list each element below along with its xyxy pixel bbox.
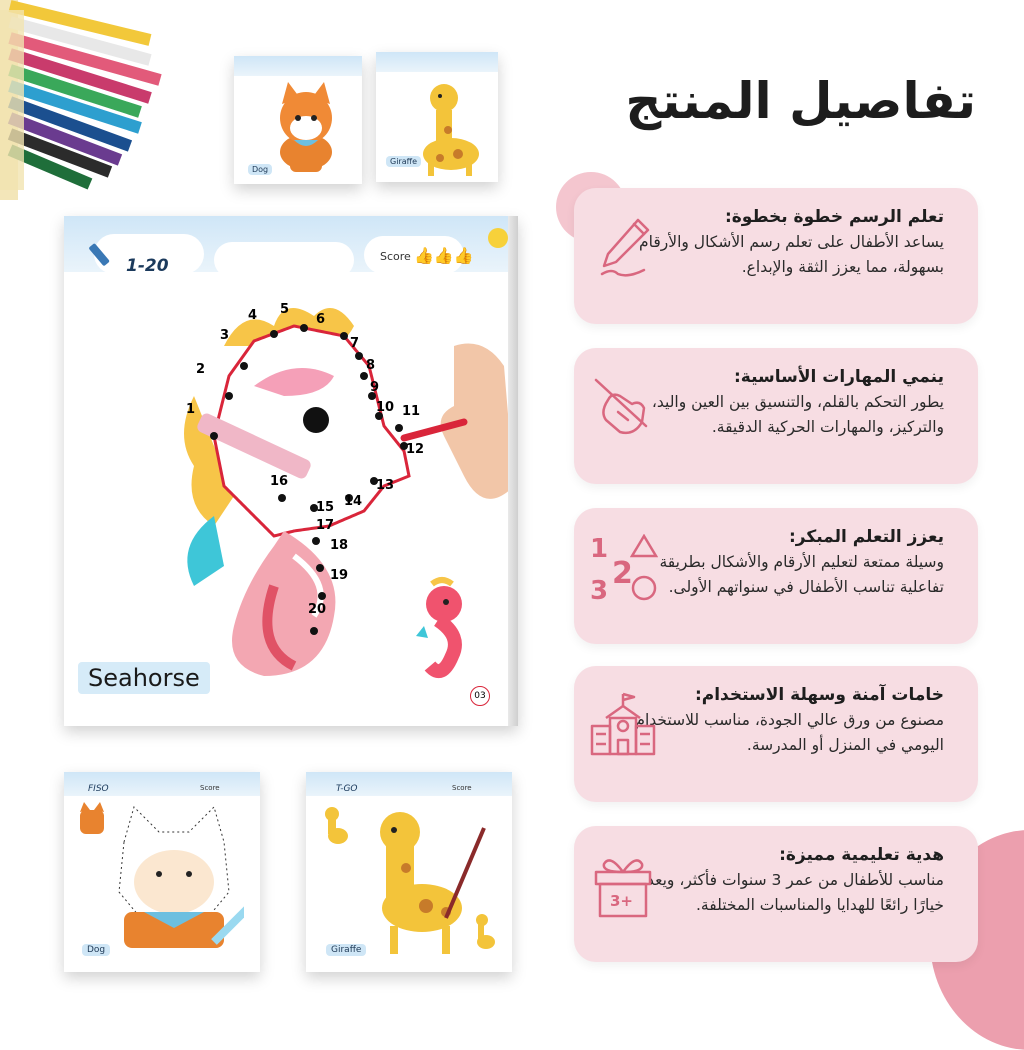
seahorse-reference-image: [412, 576, 482, 686]
animal-name-label: Seahorse: [78, 662, 210, 694]
crayon-icon: [86, 230, 122, 266]
dog-illustration: [254, 74, 354, 174]
feature-description: يساعد الأطفال على تعلم رسم الأشكال والأرقام بسهولة، مما يعزز الثقة والإبداع.: [639, 233, 944, 276]
thumbnail-label: Giraffe: [386, 156, 421, 167]
dog-reference-image: [76, 802, 108, 838]
dot-range-label: FISO: [88, 784, 109, 794]
triangle-circle-shapes: [630, 534, 658, 602]
feature-title: يعزز التعلم المبكر:: [788, 527, 944, 547]
thumbnail-dog-top: [234, 56, 362, 184]
hand-holding-pencil-image: [394, 326, 518, 526]
dot-range-label: T-GO: [336, 784, 358, 794]
feature-description: وسيلة ممتعة لتعليم الأرقام والأشكال بطريقة تفاعلية تناسب الأطفال في سنواتهم الأولى.: [659, 553, 944, 596]
numbers-shapes-icon: [588, 532, 658, 606]
dot-number: 7: [350, 336, 360, 351]
dot-number: 3: [220, 328, 230, 343]
dot-number: 15: [316, 500, 335, 515]
dot-range-label: 1-20: [126, 256, 169, 276]
main-book-page: [64, 216, 518, 726]
giraffe-small-image: [472, 912, 498, 956]
age-label: 3+: [610, 892, 634, 910]
dot-number: 13: [376, 478, 395, 493]
feature-description: مناسب للأطفال من عمر 3 سنوات فأكثر، ويعد خيارًا رائعًا للهدايا والمناسبات المختلفة.: [646, 871, 944, 914]
book-edge: [508, 216, 518, 726]
dot-number: 4: [248, 308, 258, 323]
dot-number: 20: [308, 602, 327, 617]
dot-number: 8: [366, 358, 376, 373]
page-number: 03: [470, 686, 490, 706]
feature-description: يطور التحكم بالقلم، والتنسيق بين العين واليد، والتركيز، والمهارات الحركية الدقيقة.: [651, 393, 944, 436]
thumbnail-giraffe-top: [376, 52, 498, 182]
dog-dot-drawing: [104, 802, 244, 952]
dot-number: 16: [270, 474, 289, 489]
feature-title: ينمي المهارات الأساسية:: [733, 367, 944, 387]
hand-pencil-icon: [588, 372, 658, 442]
feature-title: هدية تعليمية مميزة:: [779, 845, 944, 865]
dot-number: 2: [196, 362, 206, 377]
feature-title: تعلم الرسم خطوة بخطوة:: [724, 207, 944, 227]
dot-number: 12: [406, 442, 425, 457]
dot-number: 5: [280, 302, 290, 317]
score-label: Score: [452, 784, 472, 792]
giraffe-reference-image: [320, 804, 350, 848]
thumbnail-giraffe-bottom: [306, 772, 512, 972]
dot-number: 18: [330, 538, 349, 553]
number-three: 3: [590, 576, 609, 606]
thumbs-up-icon: 👍👍👍: [414, 246, 474, 265]
dot-number: 10: [376, 400, 395, 415]
feature-card-skills: [574, 348, 978, 484]
score-label: Score: [200, 784, 220, 792]
number-two: 2: [612, 556, 633, 591]
dot-number: 1: [186, 402, 196, 417]
dot-number: 17: [316, 518, 335, 533]
school-icon: [588, 690, 658, 760]
dot-number: 19: [330, 568, 349, 583]
thumbnail-label: Giraffe: [326, 944, 366, 956]
feature-card-early-learning: [574, 508, 978, 644]
dot-number: 6: [316, 312, 326, 327]
feature-title: خامات آمنة وسهلة الاستخدام:: [694, 685, 944, 705]
gift-icon: [588, 850, 658, 920]
number-one: 1: [590, 534, 609, 564]
feature-description: مصنوع من ورق عالي الجودة، مناسب للاستخدام اليومي في المنزل أو المدرسة.: [635, 711, 944, 754]
thumbnail-label: Dog: [248, 164, 272, 175]
page-title: تفاصيل المنتج: [625, 72, 976, 130]
dot-number: 11: [402, 404, 421, 419]
feature-card-safe-materials: [574, 666, 978, 802]
score-label: Score: [380, 250, 411, 263]
giraffe-dot-drawing: [366, 808, 486, 958]
thumbnail-label: Dog: [82, 944, 110, 956]
dot-number: 9: [370, 380, 380, 395]
feature-card-gift: [574, 826, 978, 962]
pencil-icon: [588, 212, 658, 282]
colored-pencils-image: [0, 0, 180, 200]
feature-card-drawing: [574, 188, 978, 324]
dot-number: 14: [344, 494, 363, 509]
thumbnail-dog-bottom: [64, 772, 260, 972]
